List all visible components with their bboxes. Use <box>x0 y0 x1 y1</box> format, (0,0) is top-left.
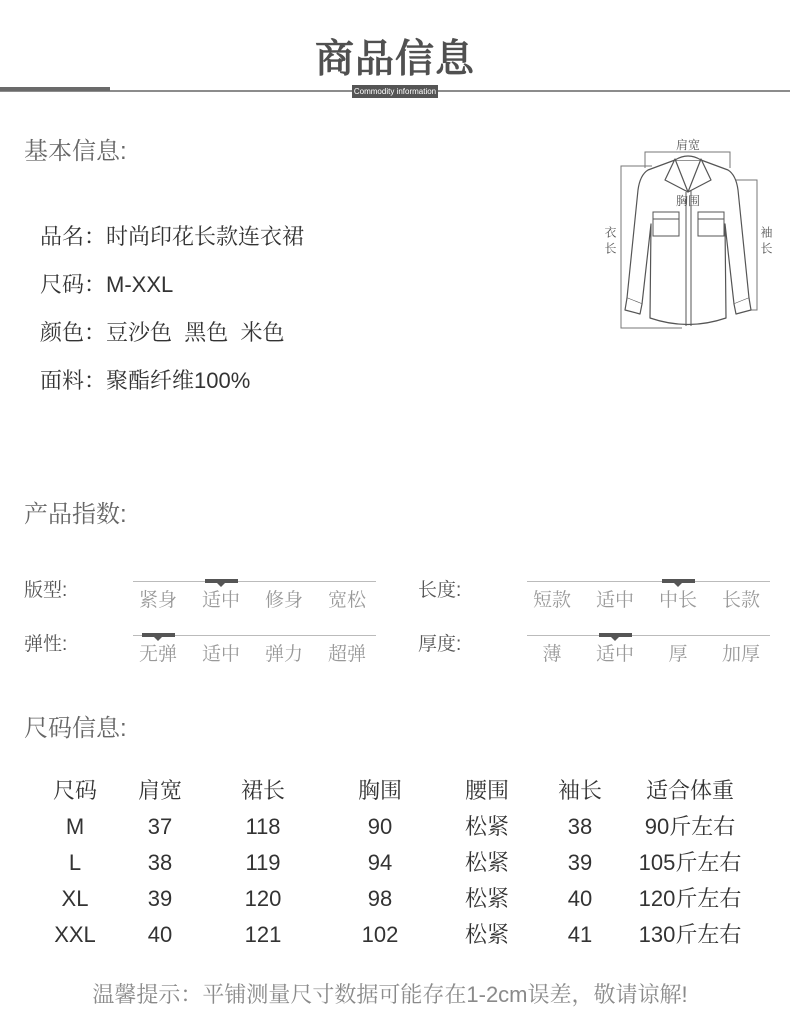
size-info-heading: 尺码信息: <box>24 715 127 742</box>
info-item-fabric <box>40 367 250 395</box>
shoulder-width-label: 肩宽 <box>676 138 701 152</box>
table-cell: 118 <box>245 814 281 839</box>
table-cell: 121 <box>244 922 282 947</box>
table-cell: 41 <box>567 922 593 947</box>
table-cell: 130斤左右 <box>638 922 742 947</box>
scale-option: 短款 <box>532 590 572 611</box>
table-cell: 39 <box>147 886 173 911</box>
column-header: 适合体重 <box>645 778 735 803</box>
table-cell: 120斤左右 <box>638 886 742 911</box>
column-header: 尺码 <box>52 778 98 803</box>
info-item-color <box>40 319 284 347</box>
scale-line <box>527 635 770 636</box>
column-header: 袖长 <box>557 778 603 803</box>
info-value: 聚酯纤维100% <box>106 368 251 393</box>
shirt-outline <box>627 160 749 325</box>
table-row <box>0 886 790 912</box>
fit-level-marker <box>205 579 238 583</box>
scale-option: 适中 <box>595 590 635 611</box>
basic-info-heading: 基本信息: <box>24 138 127 165</box>
table-cell: 40 <box>567 886 593 911</box>
length-label: 长度: <box>418 580 462 601</box>
scale-option: 中长 <box>658 590 698 611</box>
info-label: 尺码： <box>40 272 107 297</box>
size-table-header <box>0 778 790 804</box>
scale-option: 宽松 <box>327 590 367 611</box>
column-header: 裙长 <box>240 778 286 803</box>
table-cell: 94 <box>367 850 393 875</box>
scale-option: 修身 <box>264 590 304 611</box>
measurement-tip: 温馨提示：平铺测量尺寸数据可能存在1-2cm误差，敬请谅解! <box>92 982 688 1007</box>
info-value: 时尚印花长款连衣裙 <box>106 224 305 249</box>
table-cell: 40 <box>147 922 173 947</box>
table-cell: L <box>68 850 82 875</box>
thickness-level-marker <box>599 633 632 637</box>
elasticity-scale <box>133 635 376 675</box>
table-row <box>0 922 790 948</box>
column-header: 肩宽 <box>137 778 183 803</box>
info-value: M-XXL <box>106 272 174 297</box>
table-cell: 松紧 <box>464 814 510 839</box>
scale-option: 适中 <box>595 644 635 665</box>
scale-line <box>527 581 770 582</box>
table-cell: 105斤左右 <box>638 850 742 875</box>
length-scale <box>527 581 770 621</box>
header-subtitle-badge: Commodity information <box>353 87 437 96</box>
scale-option: 薄 <box>542 644 562 665</box>
table-row <box>0 850 790 876</box>
shirt-measurement-icon <box>600 130 780 340</box>
scale-option: 紧身 <box>138 590 178 611</box>
info-label: 品名： <box>40 224 107 249</box>
length-level-marker <box>662 579 695 583</box>
scale-option: 超弹 <box>327 644 367 665</box>
table-cell: 38 <box>147 850 173 875</box>
fit-label: 版型: <box>24 580 68 601</box>
product-index-heading: 产品指数: <box>24 501 127 528</box>
column-header: 腰围 <box>464 778 510 803</box>
table-cell: 119 <box>245 850 281 875</box>
scale-option: 弹力 <box>264 644 304 665</box>
info-label: 颜色： <box>40 320 107 345</box>
scale-option: 加厚 <box>721 644 761 665</box>
header-divider-accent <box>0 87 110 91</box>
scale-option: 无弹 <box>138 644 178 665</box>
garment-length-label: 衣长 <box>603 226 617 258</box>
table-cell: XL <box>61 886 89 911</box>
table-cell: 松紧 <box>464 850 510 875</box>
elasticity-level-marker <box>142 633 175 637</box>
info-item-size <box>40 271 173 299</box>
fit-scale <box>133 581 376 621</box>
table-cell: 38 <box>567 814 593 839</box>
collar-back <box>675 156 701 160</box>
scale-option: 适中 <box>201 590 241 611</box>
thickness-scale <box>527 635 770 675</box>
table-cell: M <box>65 814 85 839</box>
scale-option: 适中 <box>201 644 241 665</box>
table-cell: 松紧 <box>464 886 510 911</box>
scale-line <box>133 581 376 582</box>
table-cell: 98 <box>367 886 393 911</box>
info-label: 面料： <box>40 368 107 393</box>
info-value: 豆沙色 黑色 米色 <box>106 320 285 345</box>
chest-label: 胸围 <box>676 194 701 208</box>
thickness-label: 厚度: <box>418 634 462 655</box>
scale-option: 长款 <box>721 590 761 611</box>
sleeve-length-label: 袖长 <box>759 226 773 258</box>
column-header: 胸围 <box>357 778 403 803</box>
table-cell: 90 <box>367 814 393 839</box>
table-cell: 39 <box>567 850 593 875</box>
info-item-product-name <box>40 223 304 251</box>
table-cell: 37 <box>147 814 173 839</box>
elasticity-label: 弹性: <box>24 634 68 655</box>
table-cell: XXL <box>54 922 96 947</box>
table-cell: 松紧 <box>464 922 510 947</box>
table-cell: 120 <box>244 886 282 911</box>
table-row <box>0 814 790 840</box>
page-title: 商品信息 <box>314 38 475 81</box>
table-cell: 102 <box>361 922 399 947</box>
table-cell: 90斤左右 <box>644 814 736 839</box>
scale-option: 厚 <box>668 644 688 665</box>
